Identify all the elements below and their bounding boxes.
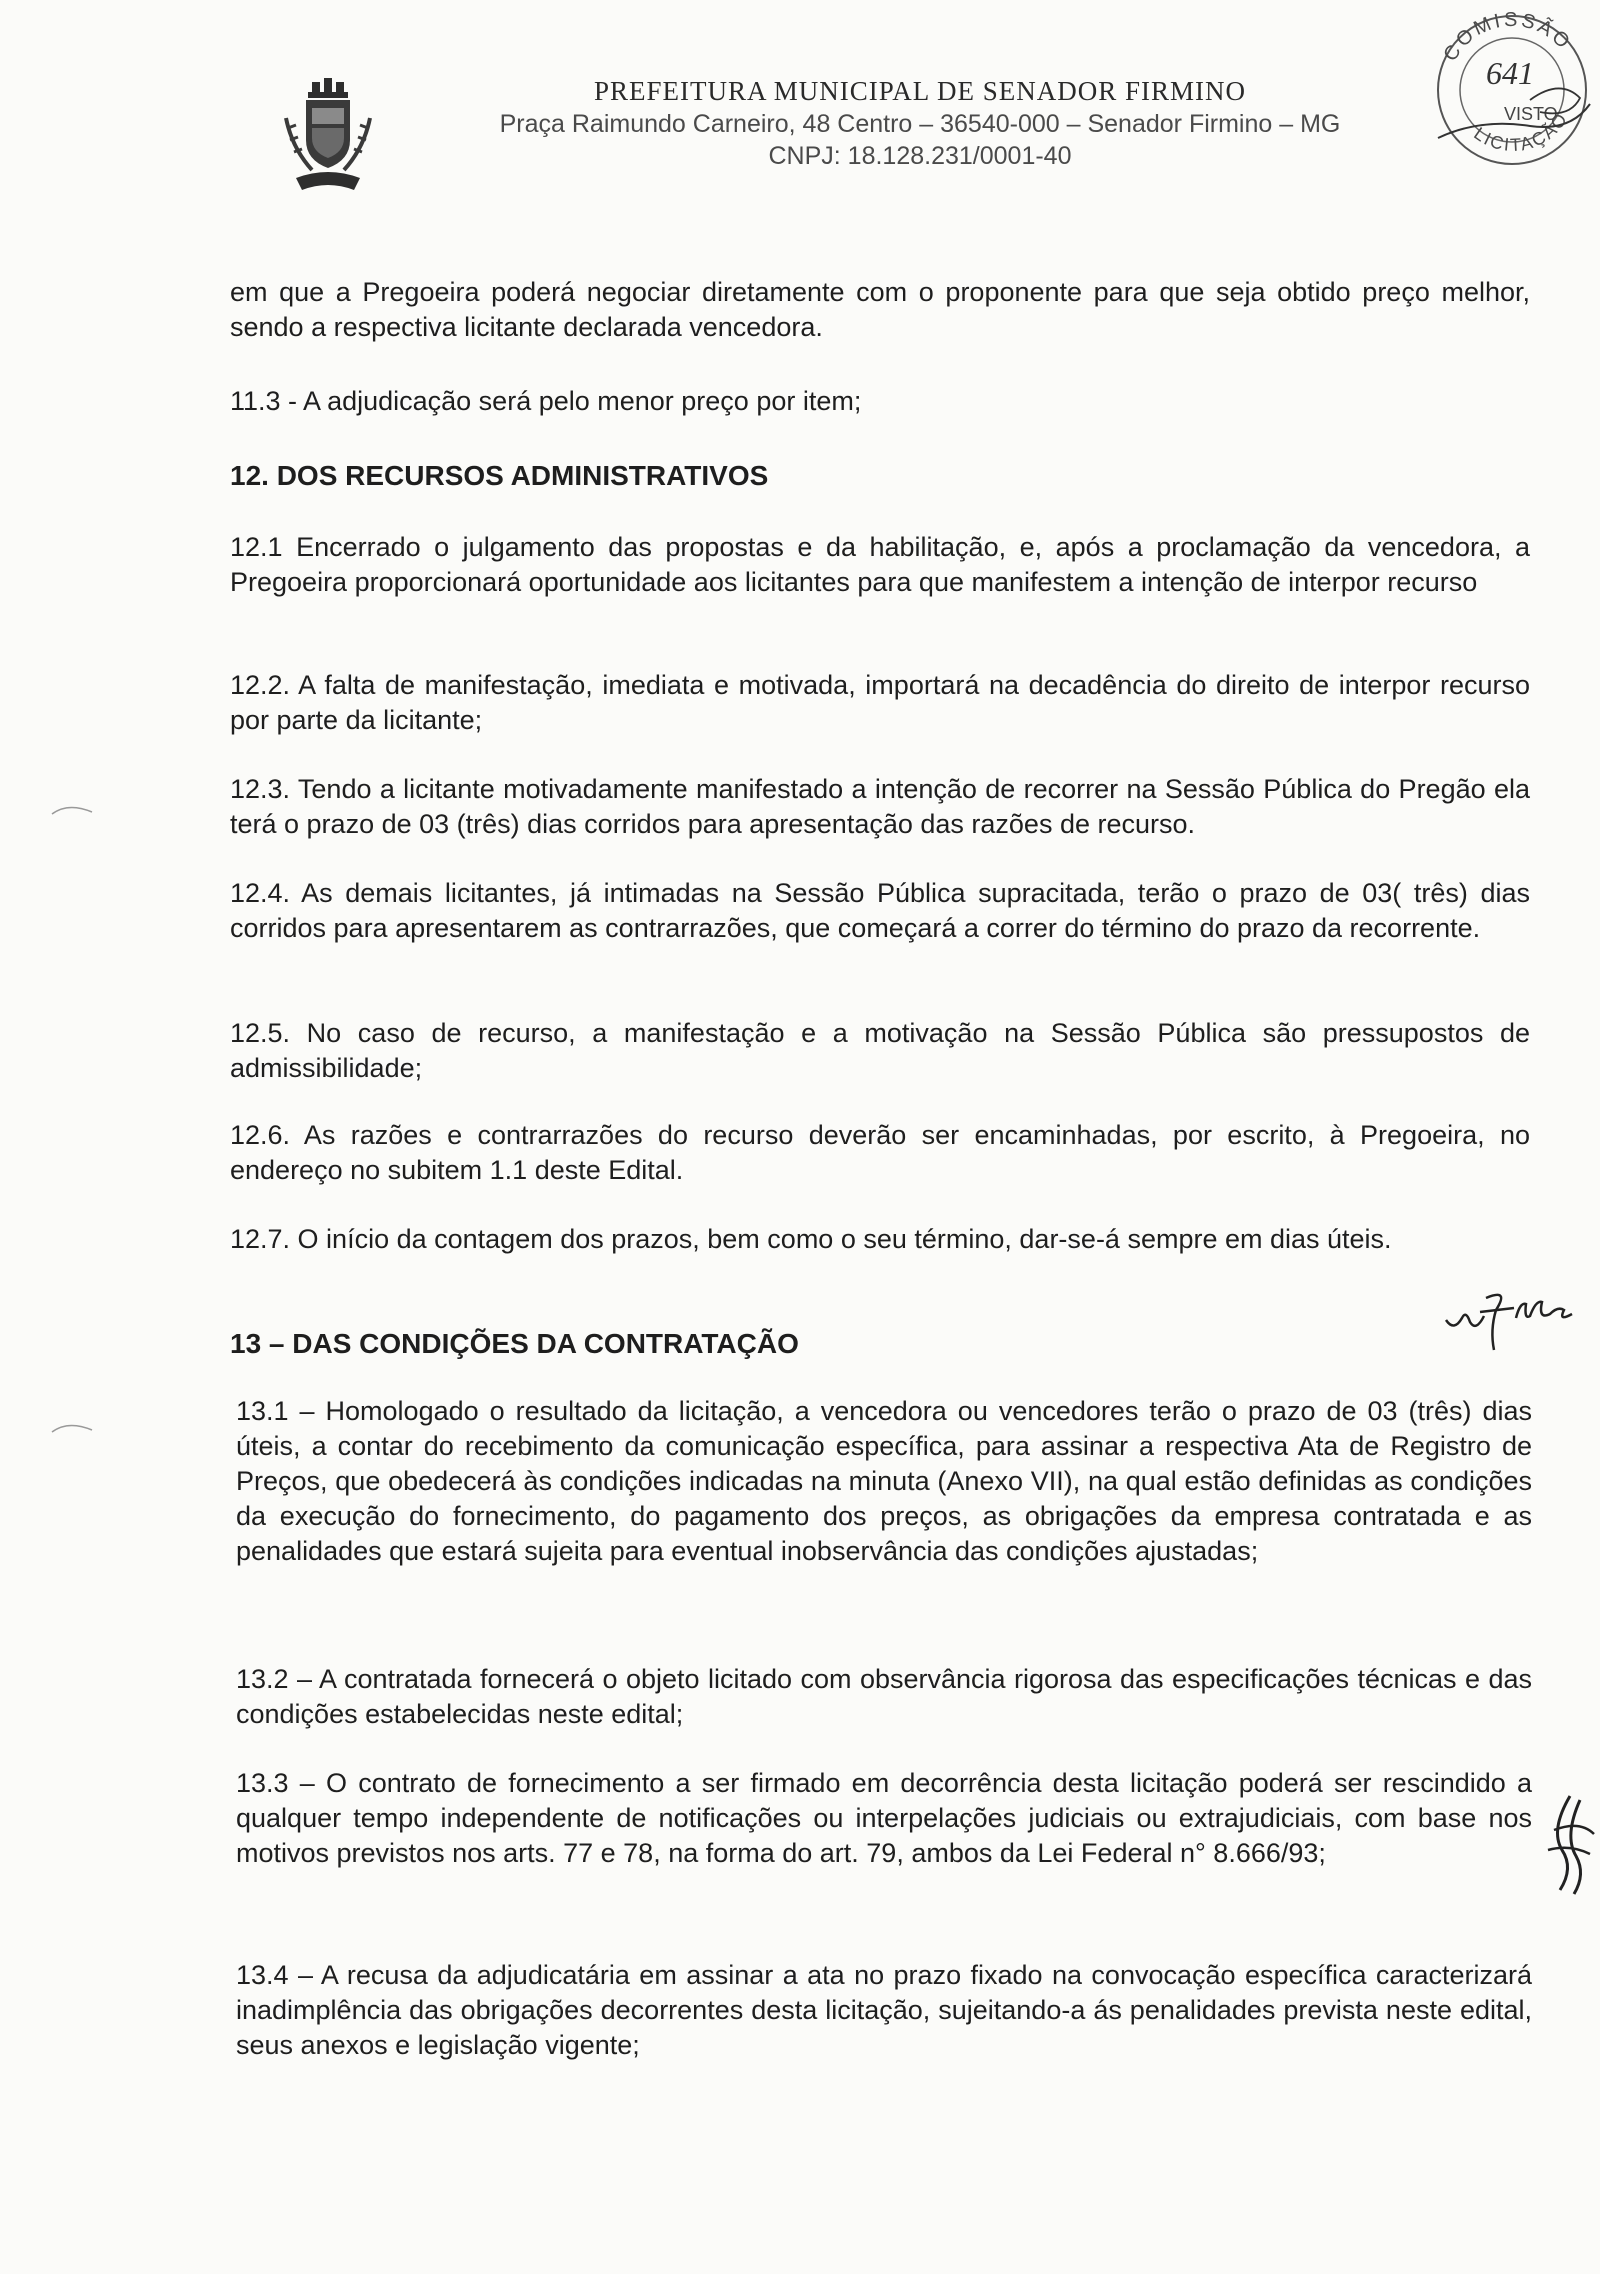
section-heading-13: 13 – DAS CONDIÇÕES DA CONTRATAÇÃO bbox=[230, 1328, 799, 1359]
paragraph-11-3: 11.3 - A adjudicação será pelo menor preço por item; bbox=[230, 386, 862, 416]
paragraph-12-6: 12.6. As razões e contrarrazões do recurso deverão ser encaminhadas, por escrito, à Pregoeira, no endereço no subitem 1.1 deste Edital. bbox=[230, 1120, 1530, 1185]
paragraph-12-3: 12.3. Tendo a licitante motivadamente manifestado a intenção de recorrer na Sessão Pública do Pregão ela terá o prazo de 03 (três) dias corridos para apresentação das razões de recurso. bbox=[230, 774, 1530, 839]
commission-stamp bbox=[1420, 8, 1595, 178]
paragraph-13-3: 13.3 – O contrato de fornecimento a ser firmado em decorrência desta licitação poderá ser rescindido a qualquer tempo independente de notificações ou interpelações judiciais ou extrajudiciais, com base nos motivos previstos nos arts. 77 e 78, na forma do art. 79, ambos da Lei Federal n° 8.666/93; bbox=[236, 1768, 1532, 1868]
scan-mark bbox=[48, 1418, 98, 1438]
letterhead-title: PREFEITURA MUNICIPAL DE SENADOR FIRMINO bbox=[593, 76, 1247, 106]
stamp-bottom-text: LICITAÇÃO bbox=[1470, 108, 1572, 156]
paragraph-12-4: 12.4. As demais licitantes, já intimadas na Sessão Pública supracitada, terão o prazo de 03( três) dias corridos para apresentarem as contrarrazões, que começará a correr do término do prazo da recorrente. bbox=[230, 878, 1530, 943]
paragraph-12-2: 12.2. A falta de manifestação, imediata e motivada, importará na decadência do direito de interpor recurso por parte da licitante; bbox=[230, 670, 1530, 735]
paragraph-12-7: 12.7. O início da contagem dos prazos, bem como o seu término, dar-se-á sempre em dias úteis. bbox=[230, 1224, 1392, 1254]
paragraph-13-4: 13.4 – A recusa da adjudicatária em assinar a ata no prazo fixado na convocação específica caracterizará inadimplência das obrigações decorrentes desta licitação, sujeitando-a ás penalidades prevista neste edital, seus anexos e legislação vigente; bbox=[236, 1960, 1532, 2060]
municipal-crest-logo bbox=[282, 78, 374, 198]
paragraph-13-2: 13.2 – A contratada fornecerá o objeto licitado com observância rigorosa das especificações técnicas e das condições estabelecidas neste edital; bbox=[236, 1664, 1532, 1729]
stamp-visto: VISTO bbox=[1504, 104, 1558, 124]
paragraph-intro: em que a Pregoeira poderá negociar diretamente com o proponente para que seja obtido preço melhor, sendo a respectiva licitante declarada vencedora. bbox=[230, 277, 1530, 342]
scan-mark bbox=[48, 800, 98, 820]
letterhead-cnpj: CNPJ: 18.128.231/0001-40 bbox=[768, 142, 1072, 170]
paragraph-12-5: 12.5. No caso de recurso, a manifestação e a motivação na Sessão Pública são pressupostos de admissibilidade; bbox=[230, 1018, 1530, 1083]
stamp-top-text: COMISSÃO bbox=[1439, 8, 1576, 66]
stamp-number: 641 bbox=[1486, 55, 1534, 91]
paragraph-12-1: 12.1 Encerrado o julgamento das propostas e da habilitação, e, após a proclamação da vencedora, a Pregoeira proporcionará oportunidade aos licitantes para que manifestem a intenção de interpor recurso bbox=[230, 532, 1530, 597]
margin-signature bbox=[1540, 1790, 1600, 1900]
section-heading-12: 12. DOS RECURSOS ADMINISTRATIVOS bbox=[230, 460, 769, 491]
handwritten-initials bbox=[1440, 1280, 1600, 1360]
letterhead bbox=[420, 74, 1420, 172]
letterhead-address: Praça Raimundo Carneiro, 48 Centro – 36540-000 – Senador Firmino – MG bbox=[499, 110, 1341, 138]
paragraph-13-1: 13.1 – Homologado o resultado da licitação, a vencedora ou vencedores terão o prazo de 03 (três) dias úteis, a contar do recebimento da comunicação específica, para assinar a respectiva Ata de Registro de Preços, que obedecerá às condições indicadas na minuta (Anexo VII), na qual estão definidas as condições da execução do fornecimento, do pagamento dos preços, as obrigações da empresa contratada e as penalidades que estará sujeita para eventual inobservância das condições ajustadas; bbox=[236, 1396, 1532, 1566]
